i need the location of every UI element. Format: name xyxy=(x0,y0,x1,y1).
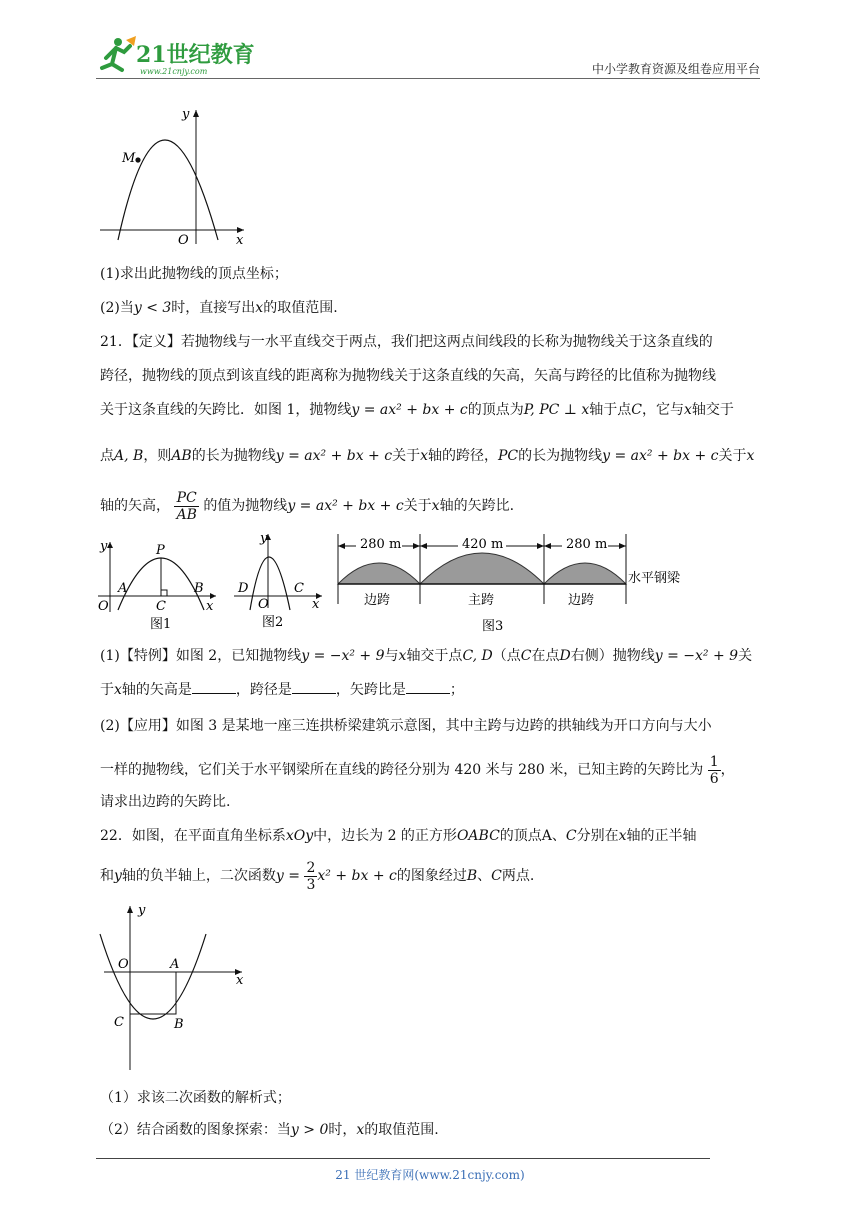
q22-line2: 和y轴的负半轴上，二次函数y = $\frac{2}{3}$ x² + bx + c的图象经过B、C两点. xyxy=(100,859,535,893)
q21-part1-line1: (1)【特例】如图 2，已知抛物线y = −x² + 9与x轴交于点C, D（点C在点D右侧）抛物线y = −x² + 9关 xyxy=(100,648,753,664)
logo-text: 21世纪教育 xyxy=(136,42,255,68)
fig4-y-label: y xyxy=(138,903,146,918)
q21-line3: 关于这条直线的矢跨比．如图 1，抛物线y = ax² + bx + c的顶点为P, PC ⊥ x轴于点C，它与x轴交于 xyxy=(100,402,734,418)
fraction-pc-ab: $\frac{PC}{AB}$ xyxy=(176,489,197,523)
fig1-y-label: y xyxy=(100,539,108,554)
beam-label: 水平钢梁 xyxy=(628,571,681,586)
figure-2 xyxy=(232,528,326,634)
q21-line1: 21．【定义】若抛物线与一水平直线交于两点，我们把这两点间线段的长称为抛物线关于这条直线的 xyxy=(100,334,713,350)
fig2-y-label: y xyxy=(260,531,268,546)
fig2-x-label: x xyxy=(312,597,320,612)
span-mid-label: 420 m xyxy=(462,537,504,552)
q20-part1: (1)求出此抛物线的顶点坐标； xyxy=(100,266,288,282)
fig4-c-label: C xyxy=(114,1015,124,1030)
site-logo xyxy=(96,34,256,78)
main-span: 主跨 xyxy=(468,593,495,608)
fig4-a-label: A xyxy=(170,957,180,972)
point-m-label: M xyxy=(122,151,136,166)
fig1-x-label: x xyxy=(206,599,214,614)
q21-part2-line1: (2)【应用】如图 3 是某地一座三连拱桥梁建筑示意图，其中主跨与边跨的拱轴线为开口方向与大小 xyxy=(100,718,712,734)
fig4-x-label: x xyxy=(236,973,244,988)
fig1-c-label: C xyxy=(156,599,166,614)
axis-label-x: x xyxy=(236,233,244,248)
q20-part2: (2)当y < 3时，直接写出x的取值范围. xyxy=(100,300,338,316)
fig1-b-label: B xyxy=(194,581,204,596)
q21-line4: 点A, B，则AB的长为抛物线y = ax² + bx + c关于x轴的跨径，PC的长为抛物线y = ax² + bx + c关于x xyxy=(100,448,755,464)
fraction-one-sixth: $\frac{1}{6}$ xyxy=(709,753,719,787)
q22-line1: 22．如图，在平面直角坐标系xOy中，边长为 2 的正方形OABC的顶点A、C分别在x轴的正半轴 xyxy=(100,828,697,844)
answer-blank-ratio[interactable] xyxy=(406,681,450,694)
figure-q22 xyxy=(96,900,256,1076)
q21-part1-line2: 于x轴的矢高是 ，跨径是 ，矢跨比是 ； xyxy=(100,682,464,698)
q21-line5: 轴的矢高， $\frac{PC}{AB}$ 的值为抛物线y = ax² + bx + c关于x轴的矢跨比. xyxy=(100,489,515,523)
fig2-c-label: C xyxy=(294,581,304,596)
runner-icon xyxy=(102,36,136,70)
figure-3-bridge xyxy=(334,532,724,636)
fraction-two-thirds: $\frac{2}{3}$ xyxy=(306,859,316,893)
span-right-label: 280 m xyxy=(566,537,608,552)
fig1-caption: 图1 xyxy=(150,617,172,632)
origin-label: O xyxy=(178,233,189,248)
fig2-o-label: O xyxy=(258,597,269,612)
figure-parabola-m xyxy=(96,104,256,248)
header-platform-text: 中小学教育资源及组卷应用平台 xyxy=(591,62,760,76)
footer-divider xyxy=(96,1158,710,1159)
answer-blank-height[interactable] xyxy=(192,681,236,694)
fig3-caption: 图3 xyxy=(482,619,504,634)
side-span-right: 边跨 xyxy=(568,593,595,608)
fig4-o-label: O xyxy=(118,957,129,972)
fig4-b-label: B xyxy=(174,1017,184,1032)
q21-part2-line2: 一样的抛物线，它们关于水平钢梁所在直线的跨径分别为 420 米与 280 米，已知主跨的矢跨比为 $\frac{1}{6}$ ， xyxy=(100,753,735,787)
fig1-p-label: P xyxy=(156,543,165,558)
fig1-o-label: O xyxy=(98,599,109,614)
fig1-a-label: A xyxy=(118,581,128,596)
q21-part2-line3: 请求出边跨的矢跨比. xyxy=(100,794,231,810)
header-divider xyxy=(96,78,760,79)
side-span-left: 边跨 xyxy=(364,593,391,608)
axis-label-y: y xyxy=(182,107,190,122)
fig2-d-label: D xyxy=(238,581,249,596)
footer-link[interactable]: 21 世纪教育网(www.21cnjy.com) xyxy=(335,1168,525,1182)
figure-1 xyxy=(96,534,220,634)
span-left-label: 280 m xyxy=(360,537,402,552)
q22-part2: （2）结合函数的图象探索：当y > 0时，x的取值范围. xyxy=(100,1122,439,1138)
logo-url: www.21cnjy.com xyxy=(140,67,208,76)
q22-part1: （1）求该二次函数的解析式； xyxy=(100,1090,291,1106)
fig2-caption: 图2 xyxy=(262,615,284,630)
answer-blank-span[interactable] xyxy=(292,681,336,694)
q21-line2: 跨径，抛物线的顶点到该直线的距离称为抛物线关于这条直线的矢高，矢高与跨径的比值称为抛物线 xyxy=(100,368,716,384)
